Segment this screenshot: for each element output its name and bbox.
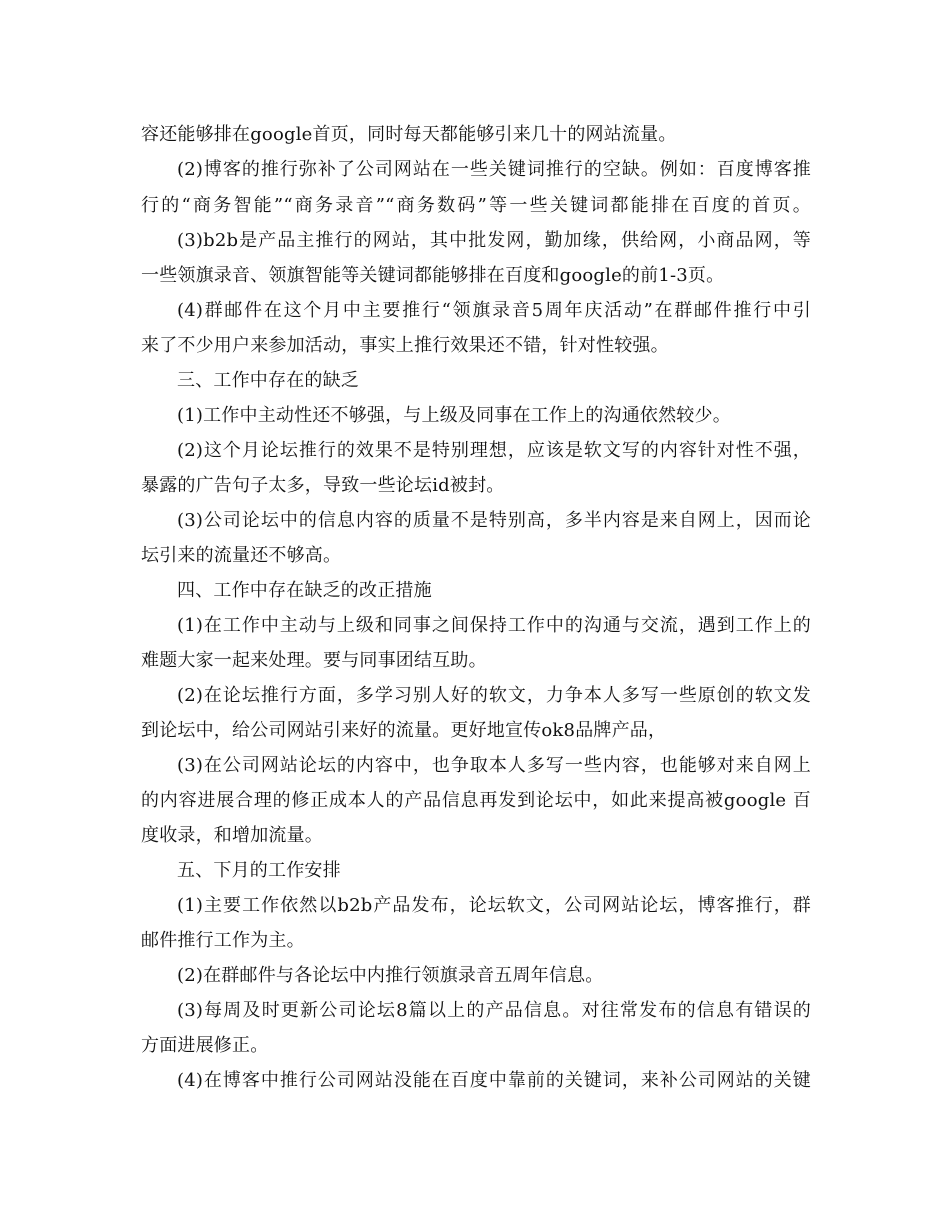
text-line: 难题大家一起来处理。要与同事团结互助。 xyxy=(141,650,487,671)
text-line: (2)博客的推行弥补了公司网站在一些关键词推行的空缺。例如：百度博客推 xyxy=(177,159,811,180)
text-line: 到论坛中，给公司网站引来好的流量。更好地宣传ok8品牌产品， xyxy=(141,720,667,741)
text-line: (3)每周及时更新公司论坛8篇以上的产品信息。对往常发布的信息有错误的 xyxy=(177,1000,811,1021)
text-line: (2)在群邮件与各论坛中内推行领旗录音五周年信息。 xyxy=(177,965,604,986)
text-line: (4)在博客中推行公司网站没能在百度中靠前的关键词，来补公司网站的关键 xyxy=(177,1070,811,1091)
text-line: (3)公司论坛中的信息内容的质量不是特别高，多半内容是来自网上，因而论 xyxy=(177,510,811,531)
text-line: 容还能够排在google首页，同时每天都能够引来几十的网站流量。 xyxy=(141,124,677,145)
text-line: 坛引来的流量还不够高。 xyxy=(141,545,342,566)
section-heading: 三、工作中存在的缺乏 xyxy=(177,370,359,391)
text-line: 一些领旗录音、领旗智能等关键词都能够排在百度和google的前1-3页。 xyxy=(141,265,725,286)
text-line: 来了不少用户来参加活动，事实上推行效果还不错，针对性较强。 xyxy=(141,335,669,356)
text-line: (2)这个月论坛推行的效果不是特别理想，应该是软文写的内容针对性不强， xyxy=(177,440,811,461)
section-heading: 五、下月的工作安排 xyxy=(177,860,341,881)
text-line: 行的“商务智能”“商务录音”“商务数码”等一些关键词都能排在百度的首页。 xyxy=(141,195,811,216)
text-line: 的内容进展合理的修正成本人的产品信息再发到论坛中，如此来提高被google 百 xyxy=(141,790,811,811)
text-line: 暴露的广告句子太多，导致一些论坛id被封。 xyxy=(141,475,505,496)
text-line: (4)群邮件在这个月中主要推行“领旗录音5周年庆活动”在群邮件推行中引 xyxy=(177,300,811,321)
text-line: (3)b2b是产品主推行的网站，其中批发网，勤加缘，供给网，小商品网，等 xyxy=(177,230,811,251)
text-line: (3)在公司网站论坛的内容中，也争取本人多写一些内容，也能够对来自网上 xyxy=(177,755,811,776)
text-line: (1)在工作中主动与上级和同事之间保持工作中的沟通与交流，遇到工作上的 xyxy=(177,615,811,636)
section-heading: 四、工作中存在缺乏的改正措施 xyxy=(177,580,432,601)
text-line: 度收录，和增加流量。 xyxy=(141,825,323,846)
text-line: 方面进展修正。 xyxy=(141,1035,269,1056)
text-line: 邮件推行工作为主。 xyxy=(141,930,305,951)
text-line: (1)主要工作依然以b2b产品发布，论坛软文，公司网站论坛，博客推行，群 xyxy=(177,895,811,916)
text-line: (2)在论坛推行方面，多学习别人好的软文，力争本人多写一些原创的软文发 xyxy=(177,685,811,706)
text-line: (1)工作中主动性还不够强，与上级及同事在工作上的沟通依然较少。 xyxy=(177,405,731,426)
